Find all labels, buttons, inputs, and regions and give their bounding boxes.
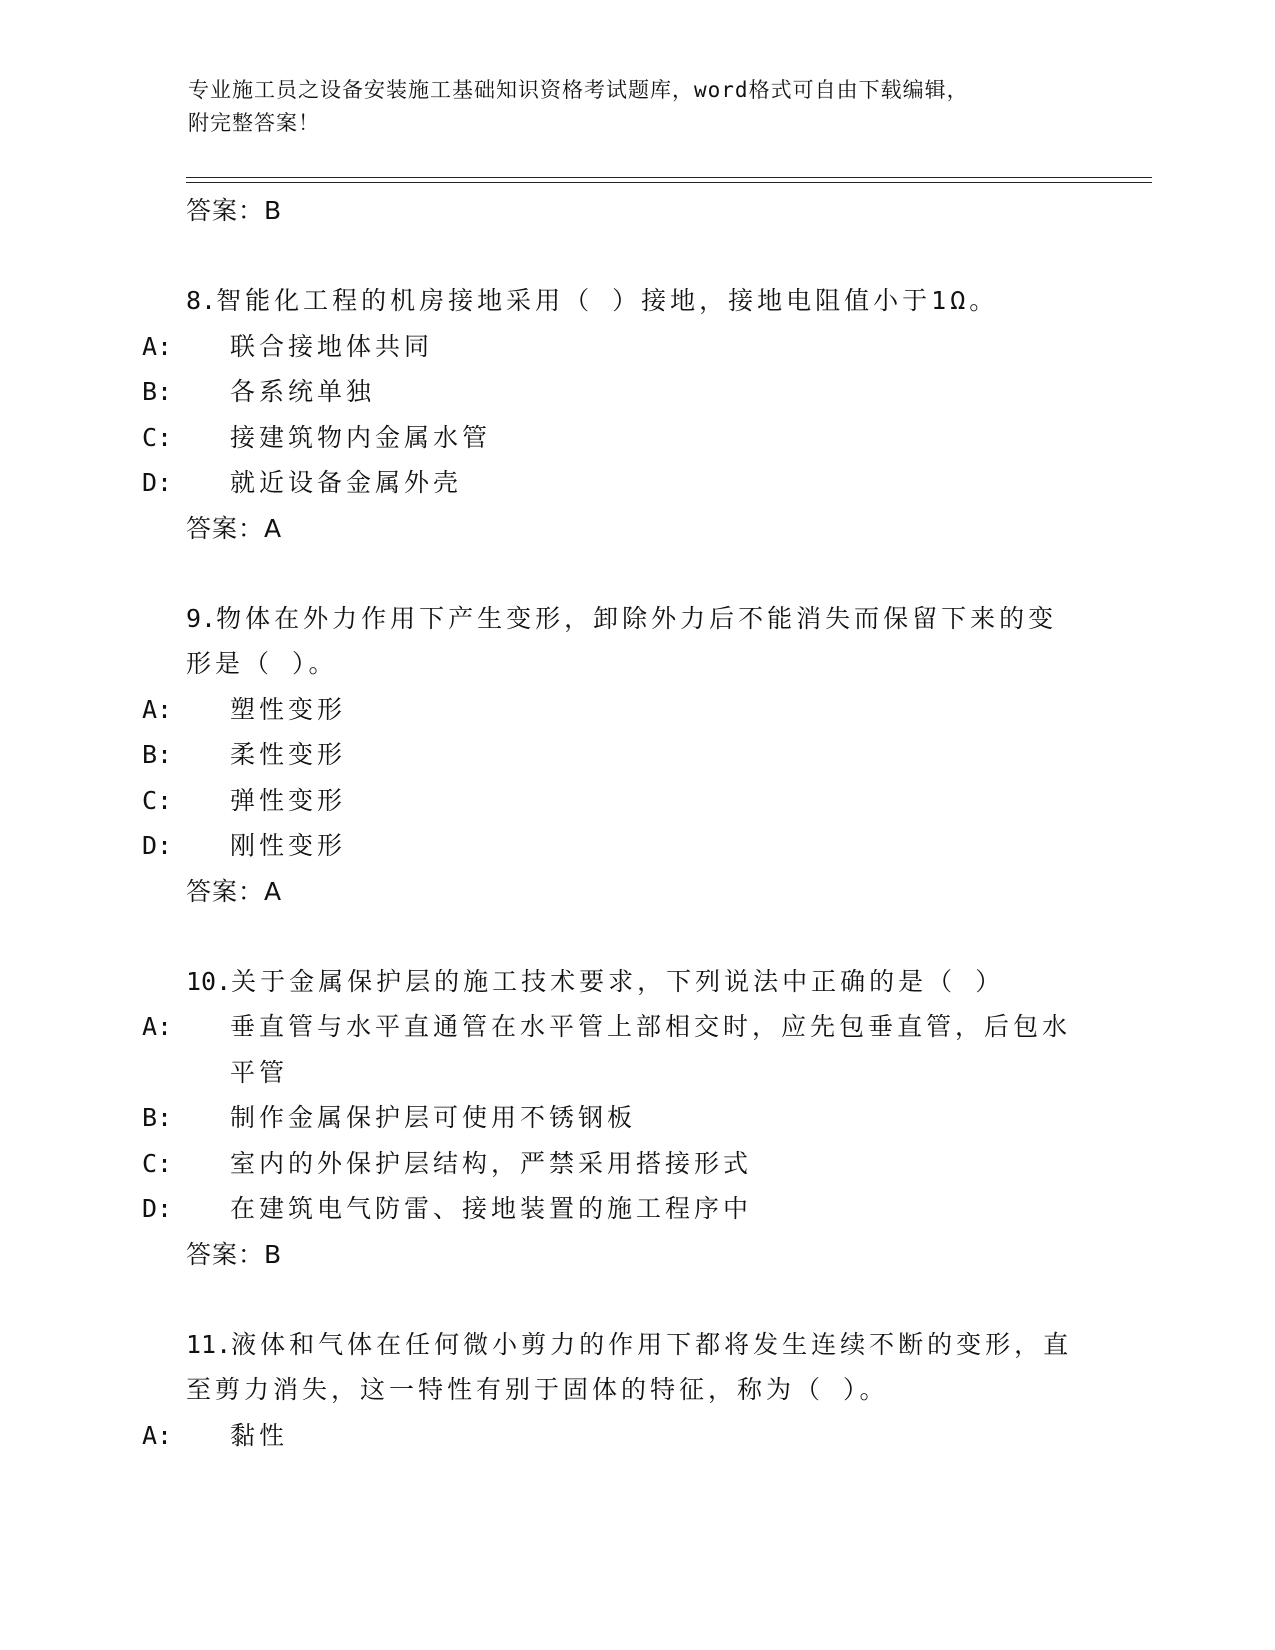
option-text: 接建筑物内金属水管: [230, 422, 492, 452]
question-8: [142, 278, 1086, 552]
answer-line: 答案：B: [186, 1239, 283, 1269]
option-letter: C:: [142, 785, 173, 815]
question-stem: 智能化工程的机房接地采用（ ）接地，接地电阻值小于1Ω。: [216, 286, 999, 315]
option-a: [142, 324, 1086, 370]
question-9: [142, 596, 1086, 915]
question-number: 10.: [186, 966, 232, 996]
option-a: [142, 687, 1086, 733]
question-number: 11.: [186, 1329, 232, 1359]
question-text: [186, 278, 1086, 324]
question-10: [142, 959, 1086, 1278]
option-b: [142, 732, 1086, 778]
option-b: [142, 369, 1086, 415]
option-letter: A:: [142, 1420, 173, 1450]
option-letter: A:: [142, 1012, 173, 1041]
option-text: 弹性变形: [230, 785, 347, 815]
option-text: 就近设备金属外壳: [230, 468, 463, 497]
option-text: 室内的外保护层结构，严禁采用搭接形式: [230, 1148, 753, 1178]
option-letter: C:: [142, 1148, 173, 1178]
question-text: [186, 959, 1086, 1005]
option-letter: A:: [142, 331, 173, 361]
option-letter: C:: [142, 422, 173, 452]
option-letter: D:: [142, 831, 173, 860]
question-stem: 关于金属保护层的施工技术要求，下列说法中正确的是（ ）: [231, 966, 1005, 996]
option-text: 联合接地体共同: [230, 331, 434, 361]
question-list: [142, 188, 1086, 1458]
option-letter: A:: [142, 694, 173, 724]
option-d: [142, 1186, 1086, 1232]
answer-line: 答案：A: [186, 513, 283, 543]
question-stem: 物体在外力作用下产生变形，卸除外力后不能消失而保留下来的变形是（ ）。: [186, 603, 1058, 678]
question-text: [186, 596, 1086, 687]
option-text: 塑性变形: [230, 694, 347, 724]
option-text: 刚性变形: [230, 831, 347, 860]
option-d: [142, 823, 1086, 869]
header-line-1: 专业施工员之设备安装施工基础知识资格考试题库，word格式可自由下载编辑，: [188, 78, 969, 102]
answer-line: 答案：B: [186, 196, 283, 225]
option-letter: D:: [142, 468, 173, 497]
question-text: [186, 1322, 1086, 1413]
question-11: [142, 1322, 1086, 1459]
option-d: [142, 460, 1086, 506]
option-c: [142, 778, 1086, 824]
header-divider-top: [186, 177, 1152, 178]
option-letter: B:: [142, 1103, 173, 1132]
question-number: 8.: [186, 286, 217, 315]
option-b: [142, 1095, 1086, 1141]
option-a: [142, 1004, 1086, 1095]
question-stem: 液体和气体在任何微小剪力的作用下都将发生连续不断的变形，直至剪力消失，这一特性有别于固体的特征，称为（ ）。: [186, 1329, 1073, 1404]
header-line-2: 附完整答案！: [188, 111, 320, 135]
option-text: 制作金属保护层可使用不锈钢板: [230, 1103, 637, 1132]
option-a: [142, 1413, 1086, 1459]
document-header: [188, 74, 1088, 140]
option-c: [142, 415, 1086, 461]
option-c: [142, 1141, 1086, 1187]
option-letter: D:: [142, 1194, 173, 1223]
option-text: 柔性变形: [230, 740, 347, 769]
option-text: 各系统单独: [230, 377, 376, 406]
option-text: 在建筑电气防雷、接地装置的施工程序中: [230, 1194, 753, 1223]
option-text: 垂直管与水平直通管在水平管上部相交时，应先包垂直管，后包水平管: [230, 1012, 1072, 1087]
question-number: 9.: [186, 603, 217, 633]
header-divider-bottom: [186, 182, 1152, 183]
answer-line: 答案：A: [186, 876, 283, 906]
option-letter: B:: [142, 740, 173, 769]
option-letter: B:: [142, 377, 173, 406]
option-text: 黏性: [230, 1420, 289, 1450]
